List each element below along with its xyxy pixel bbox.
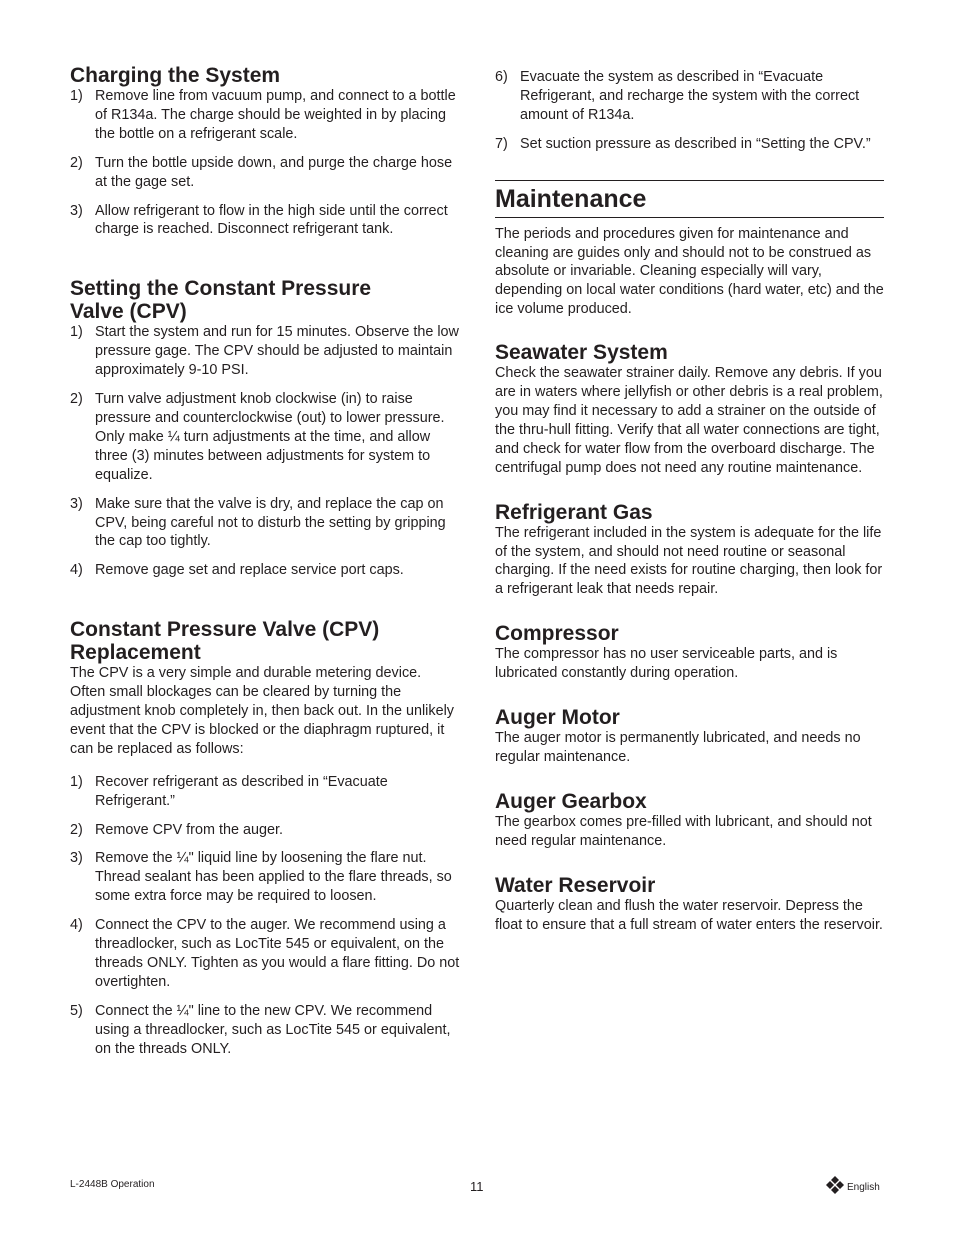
diamond-cluster-logo-icon (826, 1176, 844, 1194)
list-item (70, 323, 460, 380)
item-number: 7) (495, 135, 508, 152)
list-item (495, 68, 884, 125)
heading-charging: Charging the System (70, 64, 281, 87)
maintenance-intro: The periods and procedures given for maintenance and cleaning are guides only and should not to be construed as absolute or invariable. Cleaning especially will vary, depending on local water conditions (hard water, etc) and the ice volume produced. (495, 225, 884, 318)
item-number: 1) (70, 88, 83, 104)
item-text: Recover refrigerant as described in “Evacuate Refrigerant.” (95, 773, 388, 809)
section-setting-cpv (70, 277, 460, 580)
heading-cpv-replacement: Constant Pressure Valve (CPV) Replacement (70, 618, 380, 665)
item-number: 4) (70, 917, 83, 934)
top-rule (495, 180, 884, 181)
list-item (70, 849, 460, 906)
item-text: Make sure that the valve is dry, and replace the cap on CPV, being careful not to disturb the setting by gripping the cap too tightly. (95, 495, 446, 550)
right-column (495, 68, 884, 934)
item-number: 5) (70, 1002, 83, 1019)
section-auger-gearbox (495, 790, 884, 851)
heading-auger-motor: Auger Motor (495, 706, 620, 730)
item-text: Start the system and run for 15 minutes. Observe the low pressure gage. The CPV should be adjusted to maintain approximately 9-10 PSI. (95, 324, 459, 379)
item-number: 2) (70, 391, 83, 408)
section-seawater (495, 341, 884, 477)
item-number: 2) (70, 154, 83, 171)
replacement-steps (70, 773, 460, 1059)
heading-seawater: Seawater System (495, 341, 668, 365)
item-text: Allow refrigerant to flow in the high side until the correct charge is reached. Disconnect refrigerant tank. (95, 202, 448, 238)
item-text: Evacuate the system as described in “Evacuate Refrigerant, and recharge the system with the correct amount of R134a. (520, 69, 860, 123)
compressor-text: The compressor has no user serviceable parts, and is lubricated constantly during operation. (495, 646, 838, 682)
footer-language-label: English (847, 1181, 880, 1193)
section-maintenance (495, 180, 884, 320)
item-number: 2) (70, 821, 83, 838)
list-item (70, 561, 460, 580)
replacement-intro: The CPV is a very simple and durable metering device. Often small blockages can be cleared by turning the adjustment knob completely in, then back out. In the unlikely event that the CPV is blocked or the diaphragm ruptured, it can be replaced as follows: (70, 665, 454, 757)
section-compressor (495, 622, 884, 683)
list-item (70, 821, 460, 840)
auger-motor-text: The auger motor is permanently lubricated, and needs no regular maintenance. (495, 730, 861, 765)
item-text: Remove CPV from the auger. (95, 821, 283, 838)
section-water-reservoir (495, 874, 884, 935)
item-number: 6) (495, 69, 508, 85)
refrigerant-text: The refrigerant included in the system is adequate for the life of the system, and should not need routine or seasonal charging. If the need exists for routine charging, then look for a refrigerant leak that needs repair. (495, 524, 883, 598)
list-item (495, 135, 884, 154)
bottom-rule (495, 217, 884, 218)
section-charging (70, 64, 460, 239)
setting-steps (70, 323, 460, 580)
item-number: 1) (70, 773, 83, 790)
item-text: Remove the ¼" liquid line by loosening the flare nut. Thread sealant has been applied to the flare threads, so some extra force may be required to loosen. (95, 850, 452, 905)
footer-doc-id: L-2448B Operation (70, 1179, 155, 1190)
item-text: Set suction pressure as described in “Setting the CPV.” (520, 135, 871, 152)
water-reservoir-text: Quarterly clean and flush the water reservoir. Depress the float to ensure that a full stream of water enters the reservoir. (495, 897, 883, 933)
item-text: Turn valve adjustment knob clockwise (in) to raise pressure and counterclockwise (out) to lower pressure. Only make ¼ turn adjustments at the time, and allow three (3) minutes between adjustments for system to equalize. (95, 391, 445, 483)
list-item (70, 390, 460, 485)
list-item (70, 154, 460, 192)
auger-gearbox-text: The gearbox comes pre-filled with lubricant, and should not need regular maintenance. (495, 813, 872, 849)
footer-language (826, 1176, 880, 1194)
item-number: 1) (70, 324, 83, 341)
heading-refrigerant-gas: Refrigerant Gas (495, 500, 653, 524)
item-text: Connect the CPV to the auger. We recommend using a threadlocker, such as LocTite 545 or equivalent, on the threads ONLY. Tighten as you would a flare fitting. Do not overtighten. (95, 917, 460, 990)
list-item (70, 773, 460, 811)
item-number: 3) (70, 850, 83, 867)
list-item (70, 916, 460, 992)
heading-auger-gearbox: Auger Gearbox (495, 789, 647, 813)
heading-compressor: Compressor (495, 622, 619, 646)
heading-setting-cpv: Setting the Constant Pressure Valve (CPV) (70, 277, 372, 324)
replacement-steps-continued (495, 68, 884, 154)
list-item (70, 495, 460, 552)
charging-steps (70, 87, 460, 239)
list-item (70, 1002, 460, 1059)
footer-page-number: 11 (470, 1179, 484, 1194)
section-refrigerant-gas (495, 501, 884, 600)
item-number: 3) (70, 202, 83, 219)
item-text: Connect the ¼" line to the new CPV. We recommend using a threadlocker, such as LocTite 545 or equivalent, on the threads ONLY. (95, 1002, 451, 1057)
heading-water-reservoir: Water Reservoir (495, 873, 656, 897)
heading-maintenance: Maintenance (495, 184, 647, 213)
section-auger-motor (495, 706, 884, 767)
item-text: Remove gage set and replace service port caps. (95, 562, 404, 579)
item-text: Remove line from vacuum pump, and connect to a bottle of R134a. The charge should be weighted in by placing the bottle on a refrigerant scale. (95, 88, 456, 142)
item-number: 4) (70, 562, 83, 579)
item-text: Turn the bottle upside down, and purge the charge hose at the gage set. (95, 154, 453, 190)
list-item (70, 87, 460, 144)
section-cpv-replacement (70, 618, 460, 1058)
seawater-text: Check the seawater strainer daily. Remove any debris. If you are in waters where jellyfish or other debris is a real problem, you may find it necessary to add a strainer on the outside of the thru-hull fitting. Verify that all water connections are tight, and check for water flow from the overboard discharge. The centrifugal pump does not need any routine maintenance. (495, 365, 883, 476)
left-column (70, 64, 460, 1059)
item-number: 3) (70, 495, 83, 512)
list-item (70, 202, 460, 240)
